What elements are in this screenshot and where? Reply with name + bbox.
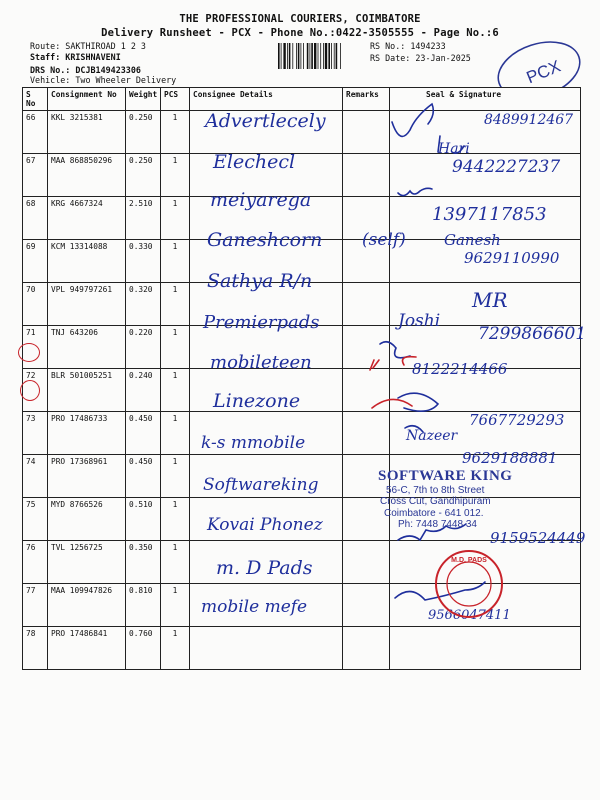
hw-consignee-72: mobileteen xyxy=(210,352,312,373)
table-row xyxy=(23,627,581,670)
cell-pcs: 1 xyxy=(161,326,190,369)
cell-sno: 78 xyxy=(23,627,48,670)
cell-pcs: 1 xyxy=(161,455,190,498)
cell-sno: 72 xyxy=(23,369,48,412)
cell-consignment: MAA 109947826 xyxy=(48,584,126,627)
cell-sno: 74 xyxy=(23,455,48,498)
hw-sig-phone-69: 9629110990 xyxy=(464,249,560,267)
cell-weight: 0.320 xyxy=(126,283,161,326)
cell-pcs: 1 xyxy=(161,541,190,584)
rs-number: RS No.: 1494233 xyxy=(370,41,446,51)
hw-consignee-76: Kovai Phonez xyxy=(207,515,323,535)
cell-sno: 71 xyxy=(23,326,48,369)
col-sno: S No xyxy=(23,88,48,111)
hw-consignee-68: meiyarega xyxy=(210,189,312,211)
red-circle-72 xyxy=(18,343,40,362)
cell-consignment: BLR 501005251 xyxy=(48,369,126,412)
cell-remarks xyxy=(343,283,390,326)
cell-weight: 0.450 xyxy=(126,412,161,455)
cell-sno: 76 xyxy=(23,541,48,584)
hw-consignee-70: Sathya R/n xyxy=(207,270,313,292)
cell-sno: 67 xyxy=(23,154,48,197)
cell-consignment: MYD 8766526 xyxy=(48,498,126,541)
cell-sno: 77 xyxy=(23,584,48,627)
red-circle-73 xyxy=(20,380,40,401)
software-king-address-3: Coimbatore - 641 012. xyxy=(384,508,484,519)
vehicle-text: Vehicle: Two Wheeler Delivery xyxy=(30,75,177,85)
cell-weight: 0.250 xyxy=(126,111,161,154)
cell-pcs: 1 xyxy=(161,412,190,455)
cell-sno: 69 xyxy=(23,240,48,283)
cell-sno: 66 xyxy=(23,111,48,154)
cell-consignment: TNJ 643206 xyxy=(48,326,126,369)
cell-remarks xyxy=(343,627,390,670)
cell-sno: 68 xyxy=(23,197,48,240)
hw-sig-phone-76: 9159524449 xyxy=(490,529,586,547)
cell-consignment: PRO 17486841 xyxy=(48,627,126,670)
cell-sno: 75 xyxy=(23,498,48,541)
hw-consignee-67: Elechecl xyxy=(213,151,296,173)
hw-sig-phone-68: 1397117853 xyxy=(432,204,547,225)
hw-sig-name-71: Joshi xyxy=(398,311,441,331)
hw-consignee-74: k-s mmobile xyxy=(201,433,306,453)
runsheet-title: Delivery Runsheet - PCX - Phone No.:0422-3505555 - Page No.:6 xyxy=(101,27,499,39)
cell-weight: 0.250 xyxy=(126,154,161,197)
hw-sig-phone-72: 8122214466 xyxy=(412,360,508,378)
col-weight: Weight xyxy=(126,88,161,111)
hw-sig-phone-71: 7299866601 xyxy=(478,324,587,344)
hw-sig-initials-71: MR xyxy=(472,288,508,312)
barcode xyxy=(277,42,361,70)
table-header-row xyxy=(23,88,581,111)
cell-pcs: 1 xyxy=(161,111,190,154)
hw-sig-phone-74: 9629188881 xyxy=(462,449,558,467)
hw-sig-phone-67: 9442227237 xyxy=(452,157,561,177)
cell-pcs: 1 xyxy=(161,498,190,541)
cell-consignment: TVL 1256725 xyxy=(48,541,126,584)
hw-consignee-77: m. D Pads xyxy=(216,557,313,579)
hw-sig-name-67: Hari xyxy=(438,141,470,157)
cell-consignment: PRO 17486733 xyxy=(48,412,126,455)
hw-sig-name-69: Ganesh xyxy=(444,231,501,249)
hw-consignee-69: Ganeshcorn xyxy=(207,229,323,251)
software-king-address-1: 56-C, 7th to 8th Street xyxy=(386,485,485,496)
cell-weight: 0.510 xyxy=(126,498,161,541)
cell-consignment: KKL 3215381 xyxy=(48,111,126,154)
route-text: Route: SAKTHIROAD 1 2 3 xyxy=(30,41,146,51)
cell-consignment: PRO 17368961 xyxy=(48,455,126,498)
cell-sno: 70 xyxy=(23,283,48,326)
md-pads-stamp-text: M.D. PADS xyxy=(451,557,487,564)
software-king-stamp-name: SOFTWARE KING xyxy=(378,468,513,484)
cell-pcs: 1 xyxy=(161,283,190,326)
hw-remark-self: (self) xyxy=(362,230,406,250)
cell-remarks xyxy=(343,326,390,369)
cell-weight: 0.810 xyxy=(126,584,161,627)
cell-remarks xyxy=(343,154,390,197)
hw-consignee-78: mobile mefe xyxy=(201,597,308,617)
company-title: THE PROFESSIONAL COURIERS, COIMBATORE xyxy=(179,13,421,25)
hw-consignee-73: Linezone xyxy=(213,390,301,412)
cell-weight: 0.220 xyxy=(126,326,161,369)
rs-date: RS Date: 23-Jan-2025 xyxy=(370,53,471,63)
hw-sig-phone-66: 8489912467 xyxy=(484,112,574,128)
cell-signature xyxy=(390,627,581,670)
cell-pcs: 1 xyxy=(161,369,190,412)
cell-weight: 0.760 xyxy=(126,627,161,670)
col-remarks: Remarks xyxy=(343,88,390,111)
cell-consignee xyxy=(190,627,343,670)
cell-consignment: MAA 868850296 xyxy=(48,154,126,197)
cell-sno: 73 xyxy=(23,412,48,455)
cell-pcs: 1 xyxy=(161,154,190,197)
drs-text: DRS No.: DCJB149423306 xyxy=(30,65,141,75)
cell-remarks xyxy=(343,584,390,627)
hw-consignee-66: Advertlecely xyxy=(205,110,326,132)
cell-weight: 2.510 xyxy=(126,197,161,240)
cell-weight: 0.350 xyxy=(126,541,161,584)
cell-pcs: 1 xyxy=(161,584,190,627)
pcx-stamp-text: PCX xyxy=(523,56,564,88)
cell-pcs: 1 xyxy=(161,240,190,283)
cell-weight: 0.450 xyxy=(126,455,161,498)
cell-pcs: 1 xyxy=(161,197,190,240)
software-king-address-2: Cross Cut, Gandhipuram xyxy=(380,496,491,507)
col-signature: Seal & Signature xyxy=(390,88,581,111)
md-pads-round-stamp xyxy=(433,548,505,620)
hw-consignee-75: Softwareking xyxy=(203,475,319,495)
col-consignment: Consignment No xyxy=(48,88,126,111)
cell-pcs: 1 xyxy=(161,627,190,670)
cell-consignment: KCM 13314088 xyxy=(48,240,126,283)
hw-consignee-71: Premierpads xyxy=(203,312,320,333)
cell-remarks xyxy=(343,541,390,584)
software-king-phone: Ph: 7448 7448 34 xyxy=(398,519,477,530)
cell-weight: 0.240 xyxy=(126,369,161,412)
staff-text: Staff: KRISHNAVENI xyxy=(30,52,121,62)
hw-sig-phone-73: 7667729293 xyxy=(469,411,565,429)
cell-weight: 0.330 xyxy=(126,240,161,283)
cell-remarks xyxy=(343,369,390,412)
cell-remarks xyxy=(343,111,390,154)
hw-sig-name-74: Nazeer xyxy=(406,428,458,444)
col-consignee: Consignee Details xyxy=(190,88,343,111)
cell-remarks xyxy=(343,412,390,455)
hw-sig-phone-78: 9566047411 xyxy=(428,608,511,623)
cell-consignment: VPL 949797261 xyxy=(48,283,126,326)
cell-consignment: KRG 4667324 xyxy=(48,197,126,240)
col-pcs: PCS xyxy=(161,88,190,111)
